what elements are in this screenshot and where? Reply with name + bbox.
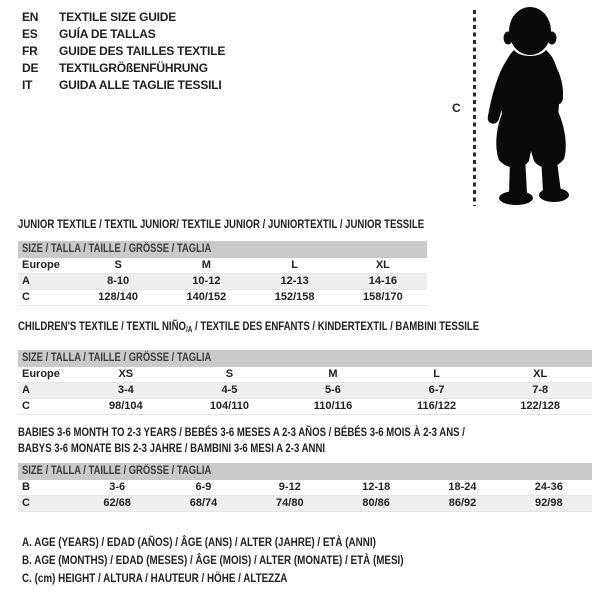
cell-value: 4-5 bbox=[221, 384, 238, 396]
cell-value: 152/158 bbox=[274, 291, 315, 303]
table-row bbox=[18, 480, 592, 496]
language-title-list bbox=[22, 9, 225, 94]
language-code: FR bbox=[22, 44, 38, 58]
cell-value: S bbox=[225, 368, 234, 380]
footnote-line: C. (cm) HEIGHT / ALTURA / HAUTEUR / HÖHE / ALTEZZA bbox=[22, 571, 288, 585]
size-table-babies-textile bbox=[18, 424, 592, 512]
cell-value: XL bbox=[375, 259, 390, 271]
row-label: A bbox=[22, 384, 30, 396]
language-code: DE bbox=[22, 61, 39, 75]
cell-value: 74/80 bbox=[276, 497, 304, 509]
cell-value: 3-6 bbox=[109, 481, 126, 493]
cell-value: 5-6 bbox=[325, 384, 341, 396]
cell-value: 86/92 bbox=[448, 497, 477, 509]
height-measure-dashed-line bbox=[473, 10, 476, 206]
table-rows bbox=[18, 258, 427, 306]
table-rows bbox=[18, 480, 592, 512]
table-row bbox=[18, 496, 592, 512]
table-row bbox=[18, 290, 427, 306]
title-segment: /A bbox=[185, 325, 193, 334]
row-label: C bbox=[22, 497, 30, 509]
cell-value: 98/104 bbox=[108, 400, 143, 412]
size-header-bar bbox=[18, 241, 427, 258]
size-header-bar bbox=[18, 350, 592, 367]
cell-value: 6-7 bbox=[428, 384, 445, 396]
row-label: Europe bbox=[22, 368, 60, 380]
baby-silhouette bbox=[484, 4, 594, 210]
title-segment: BABIES 3-6 MONTH TO 2-3 YEARS / BEBÉS 3-6 MESES A 2-3 AÑOS / BÉBÉS 3-6 MOIS À 2-3 ANS / bbox=[18, 425, 465, 439]
cell-value: 158/170 bbox=[362, 291, 403, 303]
table-row bbox=[18, 383, 592, 399]
size-header-text: SIZE / TALLA / TAILLE / GRÖSSE / TAGLIA bbox=[22, 243, 212, 255]
language-code: EN bbox=[22, 10, 39, 24]
row-label: C bbox=[22, 400, 30, 412]
cell-value: S bbox=[114, 259, 122, 271]
row-label: A bbox=[22, 275, 30, 287]
row-label: B bbox=[22, 481, 30, 493]
language-title: GUÍA DE TALLAS bbox=[59, 27, 156, 41]
size-table-childrens-textile bbox=[18, 318, 592, 415]
footnote-line: B. AGE (MONTHS) / EDAD (MESES) / ÂGE (MOIS) / ALTER (MONATE) / ETÀ (MESI) bbox=[22, 553, 404, 567]
table-title-line bbox=[18, 440, 477, 456]
cell-value: L bbox=[291, 259, 298, 271]
table-title bbox=[18, 318, 592, 338]
language-row bbox=[22, 77, 225, 94]
title-segment: JUNIOR TEXTILE / TEXTIL JUNIOR/ TEXTILE JUNIOR / JUNIORTEXTIL / JUNIOR TESSILE bbox=[18, 217, 425, 231]
cell-value: 128/140 bbox=[98, 291, 138, 303]
cell-value: XL bbox=[533, 368, 548, 380]
cell-value: 14-16 bbox=[368, 275, 397, 287]
cell-value: 7-8 bbox=[532, 384, 549, 396]
table-title-line bbox=[18, 318, 480, 338]
cell-value: 122/128 bbox=[520, 400, 561, 412]
table-title-line bbox=[18, 216, 425, 232]
language-row bbox=[22, 60, 225, 77]
cell-value: 62/68 bbox=[103, 497, 131, 509]
cell-value: 12-18 bbox=[362, 481, 391, 493]
table-row bbox=[18, 367, 592, 383]
cell-value: 10-12 bbox=[192, 275, 221, 287]
language-title: GUIDE DES TAILLES TEXTILE bbox=[59, 44, 226, 58]
cell-value: 6-9 bbox=[195, 481, 212, 493]
language-code: ES bbox=[22, 27, 38, 41]
cell-value: M bbox=[328, 368, 338, 380]
cell-value: 68/74 bbox=[189, 497, 218, 509]
language-title: TEXTILE SIZE GUIDE bbox=[59, 10, 177, 24]
cell-value: 104/110 bbox=[209, 400, 249, 412]
footnote-line: A. AGE (YEARS) / EDAD (AÑOS) / ÂGE (ANS) / ALTER (JAHRE) / ETÀ (ANNI) bbox=[22, 535, 376, 549]
size-table-junior-textile bbox=[18, 216, 427, 306]
table-title bbox=[18, 216, 427, 232]
table-title bbox=[18, 424, 592, 456]
cell-value: 3-4 bbox=[117, 384, 134, 396]
cell-value: 110/116 bbox=[313, 400, 353, 412]
language-title: TEXTILGRÖßENFÜHRUNG bbox=[59, 61, 208, 75]
cell-value: 12-13 bbox=[280, 275, 309, 287]
cell-value: 140/152 bbox=[186, 291, 227, 303]
language-row bbox=[22, 43, 225, 60]
cell-value: XS bbox=[118, 368, 134, 380]
cell-value: 116/122 bbox=[417, 400, 457, 412]
table-rows bbox=[18, 367, 592, 415]
cell-value: 9-12 bbox=[278, 481, 301, 493]
size-header-bar bbox=[18, 463, 592, 480]
language-code: IT bbox=[22, 78, 33, 92]
cell-value: 92/98 bbox=[535, 497, 563, 509]
size-header-text: SIZE / TALLA / TAILLE / GRÖSSE / TAGLIA bbox=[22, 352, 212, 364]
title-segment: CHILDREN'S TEXTILE / TEXTIL NIÑO bbox=[18, 319, 186, 333]
cell-value: L bbox=[433, 368, 440, 380]
row-label: Europe bbox=[22, 259, 60, 271]
height-measure-label: C bbox=[452, 101, 461, 115]
table-row bbox=[18, 258, 427, 274]
cell-value: 18-24 bbox=[448, 481, 477, 493]
cell-value: 80/86 bbox=[362, 497, 390, 509]
title-segment: / TEXTILE DES ENFANTS / KINDERTEXTIL / BAMBINI TESSILE bbox=[192, 319, 480, 333]
cell-value: M bbox=[201, 259, 211, 271]
table-title-line bbox=[18, 424, 477, 440]
language-title: GUIDA ALLE TAGLIE TESSILI bbox=[59, 78, 222, 92]
row-label: C bbox=[22, 291, 30, 303]
size-header-text: SIZE / TALLA / TAILLE / GRÖSSE / TAGLIA bbox=[22, 465, 212, 477]
table-row bbox=[18, 274, 427, 290]
language-row bbox=[22, 26, 225, 43]
table-row bbox=[18, 399, 592, 415]
footnotes bbox=[22, 533, 487, 587]
title-segment: BABYS 3-6 MONATE BIS 2-3 JAHRE / BAMBINI 3-6 MESI A 2-3 ANNI bbox=[18, 441, 326, 455]
cell-value: 8-10 bbox=[107, 275, 130, 287]
cell-value: 24-36 bbox=[534, 481, 563, 493]
language-row bbox=[22, 9, 225, 26]
